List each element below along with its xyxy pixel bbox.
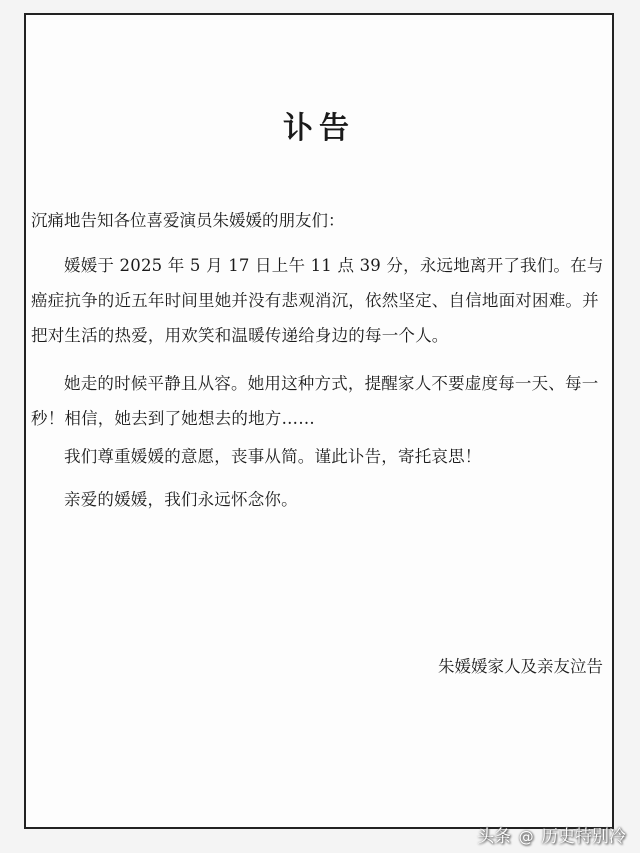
signature: 朱媛媛家人及亲友泣告: [438, 657, 603, 676]
notice-title: 讣告: [283, 111, 355, 146]
paragraph-peaceful: 她走的时候平静且从容。她用这种方式，提醒家人不要虚度每一天、每一秒！相信，她去到了她想去的地方……: [31, 374, 599, 428]
paragraph-passing: 媛媛于 2025 年 5 月 17 日上午 11 点 39 分，永远地离开了我们。在与癌症抗争的近五年时间里她并没有悲观消沉，依然坚定、自信地面对困难。并把对生活的热爱，用欢笑和温暖传递给身边的每一个人。: [31, 256, 604, 345]
watermark-platform: 头条: [477, 827, 512, 847]
paragraph-remembrance: 亲爱的媛媛，我们永远怀念你。: [64, 490, 298, 509]
paragraph-funeral: 我们尊重媛媛的意愿，丧事从简。谨此讣告，寄托哀思！: [64, 447, 482, 466]
obituary-notice: [24, 13, 614, 829]
at-icon: @: [518, 828, 534, 846]
watermark: [477, 822, 626, 847]
salutation: 沉痛地告知各位喜爱演员朱媛媛的朋友们：: [31, 211, 345, 230]
watermark-account: 历史特别冷: [541, 827, 626, 847]
